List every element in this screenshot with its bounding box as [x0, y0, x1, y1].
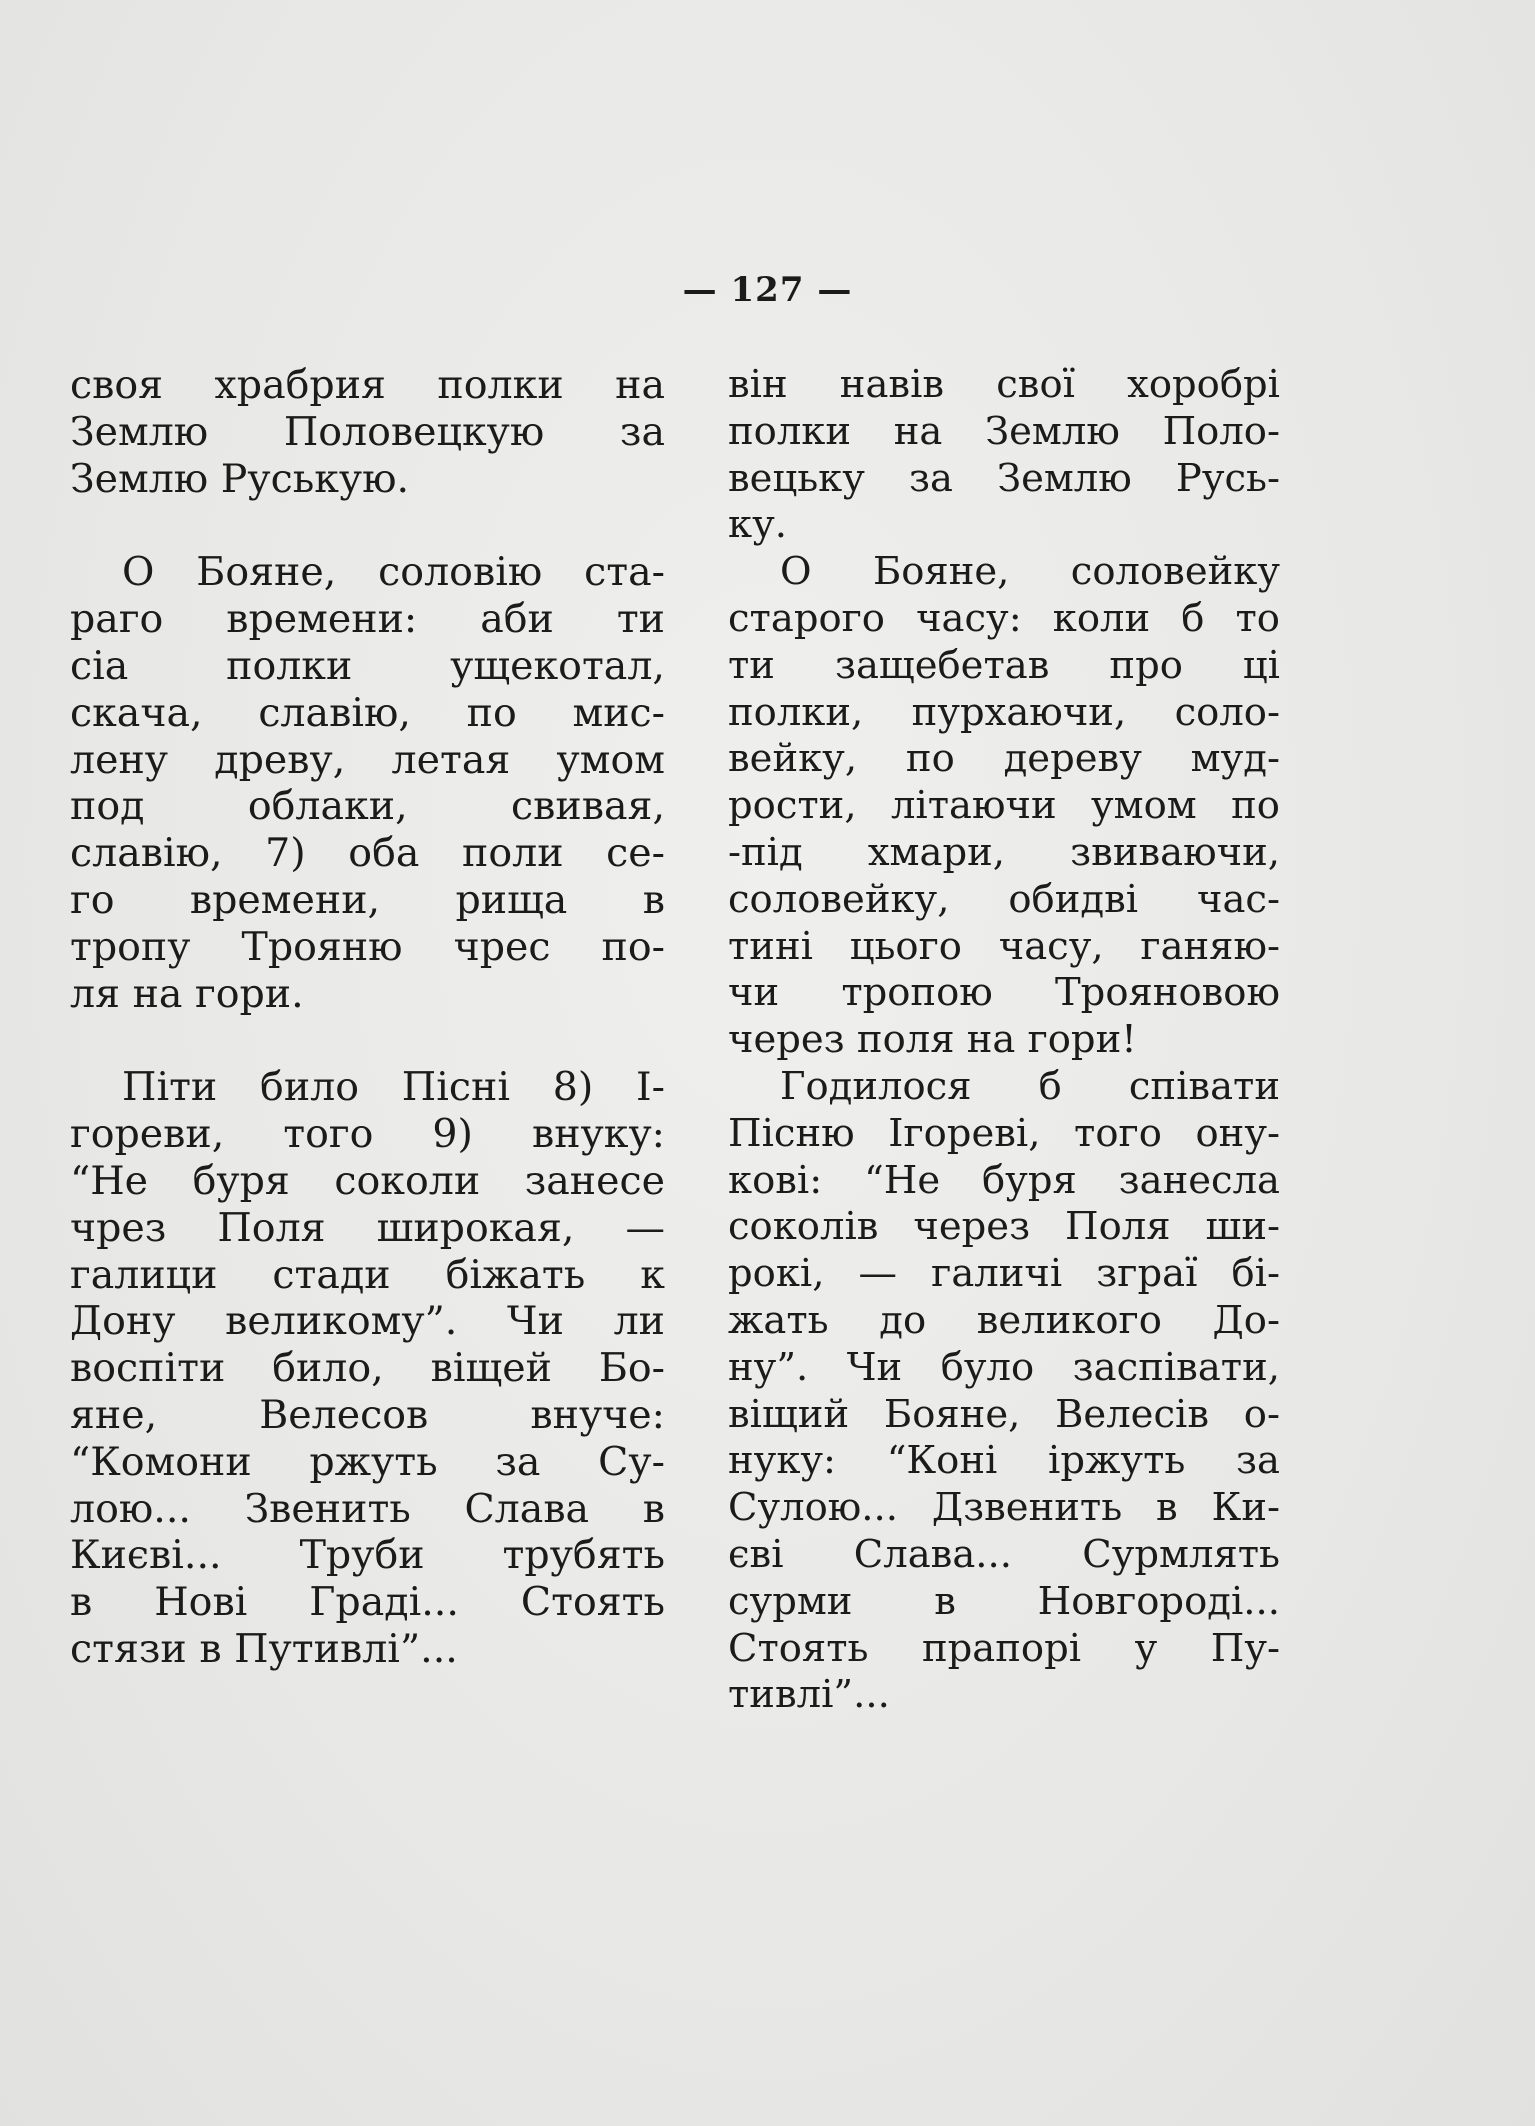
right-paragraph-2: [728, 549, 1280, 1064]
right-paragraph-1: [728, 362, 1280, 549]
text-line: “Не буря соколи занесе: [70, 1157, 665, 1204]
left-paragraph-1: [70, 362, 665, 502]
text-line: сіа полки ущекотал,: [70, 642, 665, 689]
text-line: О Бояне, соловію ста-: [122, 549, 665, 596]
text-line: под облаки, свивая,: [70, 783, 665, 830]
text-line: лою... Звенить Слава в: [70, 1485, 665, 1532]
text-line: в Нові Граді... Стоять: [70, 1579, 665, 1626]
text-line: своя храбрия полки на: [70, 362, 665, 408]
text-line: кові: “Не буря занесла: [728, 1157, 1280, 1203]
text-line: тивлі”...: [728, 1672, 890, 1718]
text-line: Дону великому”. Чи ли: [70, 1298, 665, 1345]
text-line: галици стади біжать к: [70, 1251, 665, 1298]
text-line: рокі, — галичі зграї бі-: [728, 1251, 1280, 1297]
text-line: полки на Землю Поло-: [728, 408, 1280, 454]
text-line: полки, пурхаючи, соло-: [728, 689, 1280, 735]
text-line: яне, Велесов внуче:: [70, 1391, 665, 1438]
right-paragraph-3: [728, 1064, 1280, 1719]
text-line: ку.: [728, 502, 787, 548]
text-line: соколів через Поля ши-: [728, 1204, 1280, 1250]
left-column-original-text: [70, 362, 665, 1673]
text-line: Землю Половецкую за: [70, 408, 665, 455]
text-line: Землю Руськую.: [70, 455, 410, 502]
text-line: через поля на гори!: [728, 1017, 1137, 1063]
text-line: Києві... Труби трубять: [70, 1532, 665, 1579]
text-line: ти защебетав про ці: [728, 642, 1280, 688]
text-line: жать до великого До-: [728, 1297, 1280, 1343]
text-line: Сулою... Дзвенить в Ки-: [728, 1485, 1280, 1531]
text-line: тині цього часу, ганяю-: [728, 923, 1280, 969]
text-line: стязи в Путивлі”...: [70, 1625, 458, 1672]
text-line: чрез Поля широкая, —: [70, 1204, 665, 1251]
text-line: -під хмари, звиваючи,: [728, 829, 1280, 875]
text-line: О Бояне, соловейку: [780, 549, 1280, 595]
left-paragraph-3: [70, 1064, 665, 1672]
text-line: сурми в Новгороді...: [728, 1578, 1280, 1624]
text-line: віщий Бояне, Велесів о-: [728, 1391, 1280, 1437]
text-line: “Комони ржуть за Су-: [70, 1438, 665, 1485]
text-line: ля на гори.: [70, 970, 304, 1017]
text-line: тропу Трояню чрес по-: [70, 923, 665, 970]
paragraph-gap: [70, 502, 665, 549]
text-line: ну”. Чи було заспівати,: [728, 1344, 1280, 1390]
text-line: рости, літаючи умом по: [728, 783, 1280, 829]
text-line: гореви, того 9) внуку:: [70, 1111, 665, 1158]
text-line: чи тропою Трояновою: [728, 970, 1280, 1016]
text-line: скача, славію, по мис-: [70, 689, 665, 736]
text-line: Годилося б співати: [780, 1063, 1280, 1109]
text-line: Піти било Пісні 8) І-: [122, 1064, 665, 1111]
text-line: єві Слава... Сурмлять: [728, 1531, 1280, 1577]
text-line: нуку: “Коні іржуть за: [728, 1438, 1280, 1484]
text-line: воспіти било, віщей Бо-: [70, 1345, 665, 1392]
text-line: Пісню Ігореві, того ону-: [728, 1110, 1280, 1156]
text-line: старого часу: коли б то: [728, 595, 1280, 641]
right-column-translation: [728, 362, 1280, 1719]
text-line: Стоять прапорі у Пу-: [728, 1625, 1280, 1671]
text-line: соловейку, обидві час-: [728, 876, 1280, 922]
text-line: вецьку за Землю Русь-: [728, 455, 1280, 501]
page-number: — 127 —: [682, 270, 853, 310]
text-line: він навів свої хоробрі: [728, 362, 1280, 407]
text-line: го времени, рища в: [70, 876, 665, 923]
text-line: вейку, по дереву муд-: [728, 736, 1280, 782]
text-line: раго времени: аби ти: [70, 596, 665, 643]
text-line: лену древу, летая умом: [70, 736, 665, 783]
left-paragraph-2: [70, 549, 665, 1017]
paragraph-gap: [70, 1017, 665, 1064]
text-line: славію, 7) оба поли се-: [70, 830, 665, 877]
